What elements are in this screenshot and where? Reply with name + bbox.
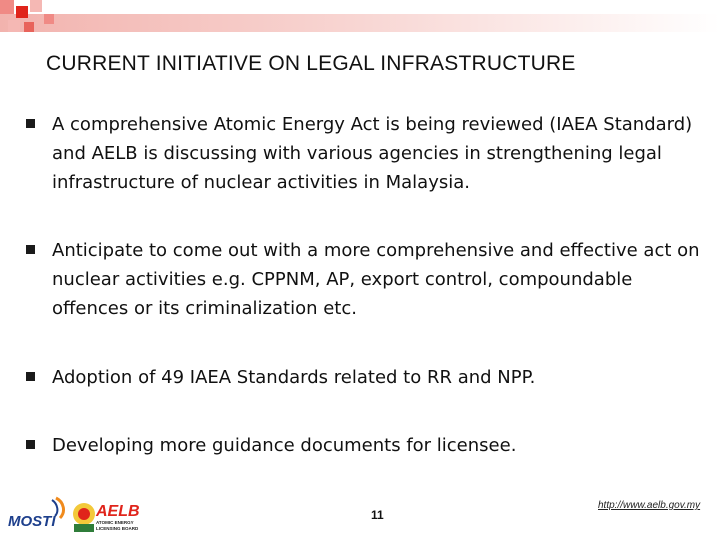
- mosti-logo: [8, 498, 63, 530]
- bullet-text: A comprehensive Atomic Energy Act is being reviewed (IAEA Standard) and AELB is discussing with various agencies in strengthening legal infrastructure of nuclear activities in Malaysia.: [52, 114, 693, 193]
- page-number: 11: [371, 508, 384, 522]
- bullet-text: Developing more guidance documents for licensee.: [52, 435, 517, 456]
- bullet-text: Anticipate to come out with a more comprehensive and effective act on nuclear activities e.g. CPPNM, AP, export control, compoundable offences or its criminalization etc.: [52, 240, 700, 319]
- svg-text:LICENSING BOARD: LICENSING BOARD: [96, 526, 139, 531]
- bullet-text: Adoption of 49 IAEA Standards related to RR and NPP.: [52, 367, 536, 388]
- square-bullet-icon: [26, 245, 35, 254]
- aelb-logo: [73, 503, 140, 532]
- svg-text:ATOMIC ENERGY: ATOMIC ENERGY: [96, 520, 134, 525]
- square-bullet-icon: [26, 440, 35, 449]
- footer-logos: [8, 494, 158, 536]
- slide-title: CURRENT INITIATIVE ON LEGAL INFRASTRUCTURE: [46, 52, 576, 75]
- square-bullet-icon: [26, 119, 35, 128]
- svg-text:AELB: AELB: [96, 503, 140, 520]
- square-bullet-icon: [26, 372, 35, 381]
- footer-url-link[interactable]: http://www.aelb.gov.my: [598, 500, 701, 511]
- svg-text:MOSTI: MOSTI: [8, 513, 56, 530]
